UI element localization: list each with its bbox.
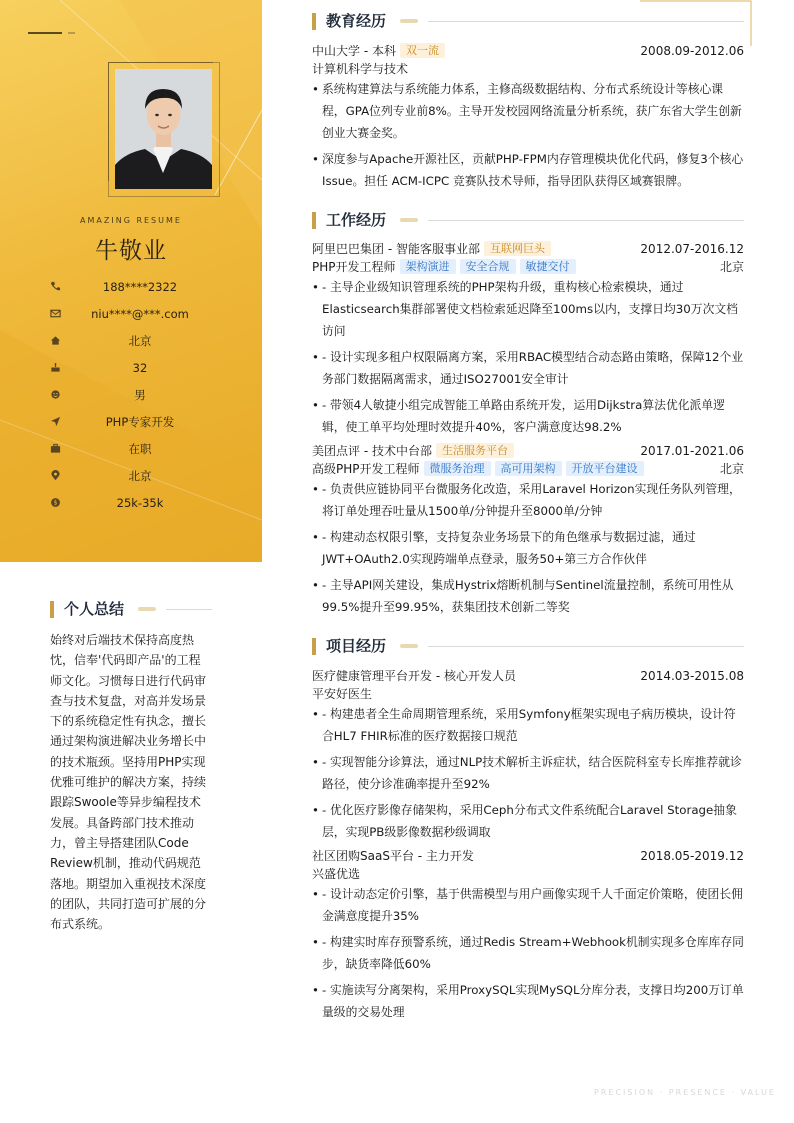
info-status: 在职 <box>40 440 240 458</box>
job-period: 2012.07-2016.12 <box>640 242 744 256</box>
job-bullet: • - 负责供应链协同平台微服务化改造，采用Laravel Horizon实现任务队列管理，将订单处理吞吐量从1500单/分钟提升至8000单/分钟 <box>312 482 741 518</box>
info-email: niu****@***.com <box>40 305 240 323</box>
education-school: 中山大学 - 本科 <box>312 44 396 58</box>
projects-title-line <box>428 646 744 647</box>
info-salary: $ 25k-35k <box>40 494 240 512</box>
project-bullet: • - 构建实时库存预警系统，通过Redis Stream+Webhook机制实现多仓库库存同步，缺货率降低60% <box>312 935 744 971</box>
header-dash-small <box>68 32 75 34</box>
job-skill-tag: 开放平台建设 <box>566 461 644 476</box>
education-tag: 双一流 <box>400 43 445 58</box>
info-age: 32 <box>40 359 240 377</box>
project-org: 平安好医生 <box>312 687 373 701</box>
job-period: 2017.01-2021.06 <box>640 444 744 458</box>
job-skill-tag: 高可用架构 <box>495 461 562 476</box>
summary-text: 始终对后端技术保持高度热忱，信奉'代码即产品'的工程师文化。习惯每日进行代码审查与技术复盘，对高并发场景下的系统稳定性有执念，擅长通过架构演进解决业务增长中的技术瓶颈。坚持用PHP实现优雅可维护的解决方案，持续跟踪Swoole等异步编程技术发展。具备跨部门技术推动力，曾主导搭建团队Code Review机制，推动代码规范落地。期望加入重视技术深度的团队，共同打造可扩展的分布式系统。 <box>50 633 207 932</box>
projects-title-pill <box>400 644 418 648</box>
project-name: 社区团购SaaS平台 - 主力开发 <box>312 849 474 863</box>
job-tag: 生活服务平台 <box>436 443 514 458</box>
job-skill-tag: 安全合规 <box>460 259 516 274</box>
job-skill-tag: 架构演进 <box>400 259 456 274</box>
projects-section-bar <box>312 638 316 655</box>
summary-section-bar <box>50 601 54 618</box>
job-role: 高级PHP开发工程师 <box>312 462 420 476</box>
job-bullet: • - 设计实现多租户权限隔离方案，采用RBAC模型结合动态路由策略，保障12个业务部门数据隔离需求，通过ISO27001安全审计 <box>312 350 744 386</box>
job-bullet: • - 主导API网关建设，集成Hystrix熔断机制与Sentinel流量控制，系统可用性从99.5%提升至99.95%，获集团技术创新二等奖 <box>312 578 734 614</box>
education-title-pill <box>400 19 418 23</box>
job-tag: 互联网巨头 <box>484 241 551 256</box>
svg-text:$: $ <box>53 499 58 507</box>
education-title-line <box>428 21 744 22</box>
work-title: 工作经历 <box>326 211 387 229</box>
job-company: 阿里巴巴集团 - 智能客服事业部 <box>312 242 480 256</box>
project-bullet: • - 设计动态定价引擎，基于供需模型与用户画像实现千人千面定价策略，使团长佣金满意度提升35% <box>312 887 743 923</box>
info-location: 北京 <box>40 467 240 485</box>
job-skill-tag: 微服务治理 <box>424 461 491 476</box>
project-org: 兴盛优选 <box>312 867 361 881</box>
job-role-row <box>312 461 644 477</box>
job-city: 北京 <box>719 462 744 476</box>
education-title: 教育经历 <box>326 12 387 30</box>
sidebar <box>0 0 262 562</box>
summary-title: 个人总结 <box>64 600 125 618</box>
education-school-row <box>312 43 445 59</box>
job-skill-tag: 敏捷交付 <box>520 259 576 274</box>
work-section-bar <box>312 212 316 229</box>
summary-title-line <box>166 609 212 610</box>
job-company: 美团点评 - 技术中台部 <box>312 444 432 458</box>
education-section-bar <box>312 13 316 30</box>
candidate-name: 牛敬业 <box>95 238 167 264</box>
education-bullet: • 深度参与Apache开源社区，贡献PHP-FPM内存管理模块优化代码，修复3个核心Issue。担任 ACM-ICPC 竞赛队技术导师，指导团队获得区域赛银牌。 <box>312 152 744 188</box>
project-bullet: • - 实施读写分离架构，采用ProxySQL实现MySQL分库分表，支撑日均200万订单量级的交易处理 <box>312 983 744 1019</box>
job-bullet: • - 带领4人敏捷小组完成智能工单路由系统开发，运用Dijkstra算法优化派单逻辑，使工单平均处理时效提升40%，客户满意度达98.2% <box>312 398 725 434</box>
education-major: 计算机科学与技术 <box>312 62 409 76</box>
info-home: 北京 <box>40 332 240 350</box>
info-target: PHP专家开发 <box>40 413 240 431</box>
job-city: 北京 <box>719 260 744 274</box>
header-dash <box>28 32 62 34</box>
work-title-pill <box>400 218 418 222</box>
education-bullet: • 系统构建算法与系统能力体系，主修高级数据结构、分布式系统设计等核心课程，GPA位列专业前8%。主导开发校园网络流量分析系统，获广东省大学生创新创业大赛金奖。 <box>312 82 742 140</box>
corner-decoration <box>640 0 752 46</box>
job-role-row <box>312 259 576 275</box>
info-phone: 188****2322 <box>40 278 240 296</box>
project-bullet: • - 优化医疗影像存储架构，采用Ceph分布式文件系统配合Laravel Storage抽象层，实现PB级影像数据秒级调取 <box>312 803 737 839</box>
tagline: AMAZING RESUME <box>80 216 182 225</box>
info-gender: 男 <box>40 386 240 404</box>
job-company-row <box>312 241 551 257</box>
job-role: PHP开发工程师 <box>312 260 396 274</box>
footer-motto: PRECISION · PRESENCE · VALUE <box>594 1088 776 1097</box>
project-bullet: • - 构建患者全生命周期管理系统，采用Symfony框架实现电子病历模块，设计符合HL7 FHIR标准的医疗数据接口规范 <box>312 707 736 743</box>
job-bullet: • - 构建动态权限引擎，支持复杂业务场景下的角色继承与数据过滤，通过JWT+OAuth2.0实现跨端单点登录，服务50+第三方合作伙伴 <box>312 530 696 566</box>
job-bullet: • - 主导企业级知识管理系统的PHP架构升级，重构核心检索模块，通过Elasticsearch集群部署使文档检索延迟降至100ms以内，支撑日均30万次文档访问 <box>312 280 738 338</box>
summary-title-pill <box>138 607 156 611</box>
avatar <box>115 69 212 189</box>
work-title-line <box>428 220 744 221</box>
project-period: 2014.03-2015.08 <box>640 669 744 683</box>
project-bullet: • - 实现智能分诊算法，通过NLP技术解析主诉症状，结合医院科室专长库推荐就诊路径，使分诊准确率提升至92% <box>312 755 742 791</box>
project-period: 2018.05-2019.12 <box>640 849 744 863</box>
education-period: 2008.09-2012.06 <box>640 44 744 58</box>
project-name: 医疗健康管理平台开发 - 核心开发人员 <box>312 669 516 683</box>
projects-title: 项目经历 <box>326 637 387 655</box>
job-company-row <box>312 443 514 459</box>
